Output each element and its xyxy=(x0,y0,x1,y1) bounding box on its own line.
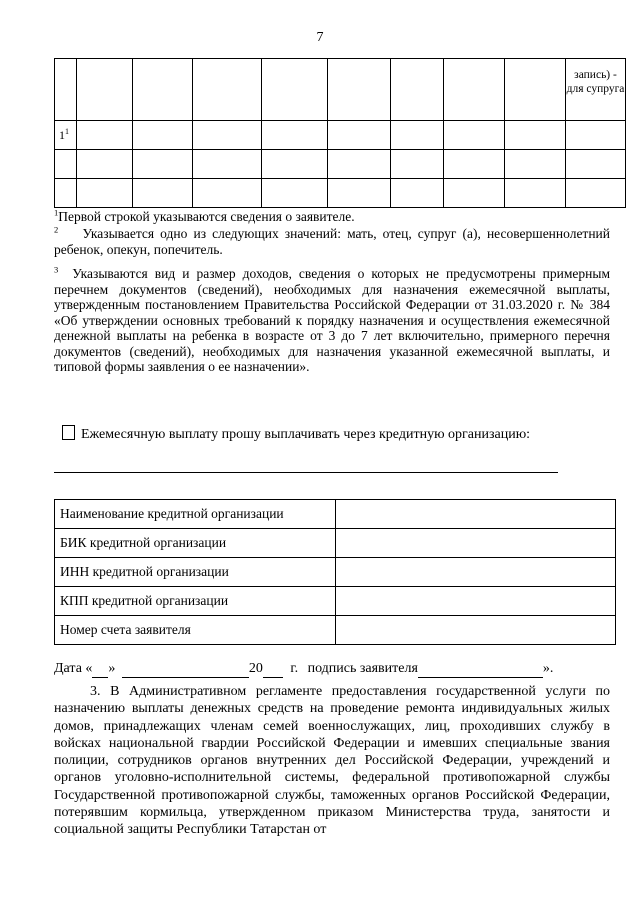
date-signature-line: Дата « » 20 г. подпись заявителя ». xyxy=(54,661,554,676)
date-label: Дата « xyxy=(54,661,93,676)
table-cell xyxy=(505,59,566,121)
kpp-field[interactable] xyxy=(336,587,616,616)
year-prefix: 20 xyxy=(248,661,263,676)
table-row xyxy=(55,616,616,645)
table-row xyxy=(55,587,616,616)
payment-checkbox[interactable] xyxy=(62,425,75,440)
footnote-2: $^2$ Указывается одно из следующих значений: мать, отец, супруг (а), несовершеннолетний ребенок, опекун, попечитель. xyxy=(54,224,611,257)
bank-details-table xyxy=(54,499,616,645)
inn-field[interactable] xyxy=(336,558,616,587)
payment-option xyxy=(62,425,530,443)
table-header-row xyxy=(55,59,626,121)
table-cell xyxy=(262,59,328,121)
account-number-field[interactable] xyxy=(336,616,616,645)
table-cell xyxy=(328,59,391,121)
bank-row-label: БИК кредитной организации xyxy=(55,529,336,558)
header-cell-spouse: запись) - для супруга xyxy=(566,69,625,95)
bank-row-label: ИНН кредитной организации xyxy=(55,558,336,587)
bank-row-label: Наименование кредитной организации xyxy=(55,500,336,529)
paragraph-3: 3. В Административном регламенте предоставления государственной услуги по назначению выплаты денежных средств на проведение ремонта индивидуальных жилых домов, принадлежащих членам семей военнослужащих, лиц, проходивших службу в войсках национальной гвардии Российской Федерации и имевших специальные звания полиции, сотрудников органов внутренних дел Российской Федерации, учреждений и органов уголовно-исполнительной системы, федеральной противопожарной службы Государственной противопожарной службы, таможенных органов Российской Федерации, потерявшим кормильца, утвержденном приказом Министерства труда, занятости и социальной защиты Республики Татарстан от xyxy=(54,684,610,838)
signature-field[interactable] xyxy=(418,661,543,678)
year-field[interactable] xyxy=(263,661,283,678)
table-row xyxy=(55,500,616,529)
day-field[interactable] xyxy=(92,661,108,678)
bik-field[interactable] xyxy=(336,529,616,558)
signature-label: подпись заявителя xyxy=(307,661,418,676)
bank-name-field[interactable] xyxy=(336,500,616,529)
table-cell xyxy=(55,59,77,121)
table-cell xyxy=(77,59,133,121)
table-cell xyxy=(391,59,444,121)
page-number: 7 xyxy=(316,30,324,45)
payment-option-label: Ежемесячную выплату прошу выплачивать через кредитную организацию: xyxy=(81,427,531,442)
table-row xyxy=(55,121,626,150)
table-row xyxy=(55,179,626,208)
bank-row-label: Номер счета заявителя xyxy=(55,616,336,645)
row-number: $1^1$ xyxy=(59,127,69,142)
bank-row-label: КПП кредитной организации xyxy=(55,587,336,616)
family-members-table xyxy=(54,58,626,208)
table-row xyxy=(55,150,626,179)
table-cell xyxy=(193,59,262,121)
table-cell xyxy=(133,59,193,121)
table-row xyxy=(55,529,616,558)
table-cell xyxy=(444,59,505,121)
footnote-3: $^3$ Указываются вид и размер доходов, сведения о которых не предусмотрены примерным перечнем документов (сведений), необходимых для назначения ежемесячной выплаты, утвержденным постановлением Правительства Российской Федерации от 31.03.2020 г. № 384 «Об утверждении основных требований к порядку назначения и осуществления ежемесячной денежной выплаты на ребенка в возрасте от 3 до 7 лет включительно, примерного перечня документов (сведений), необходимых для назначения указанной ежемесячной выплаты, и типовой формы заявления о ее назначении». xyxy=(54,264,611,374)
month-field[interactable] xyxy=(122,661,249,678)
credit-organization-line xyxy=(54,472,558,473)
footnote-1: $^1$Первой строкой указываются сведения о заявителе. xyxy=(54,207,355,224)
row-number-cell xyxy=(55,121,77,150)
table-cell xyxy=(566,59,626,121)
table-row xyxy=(55,558,616,587)
